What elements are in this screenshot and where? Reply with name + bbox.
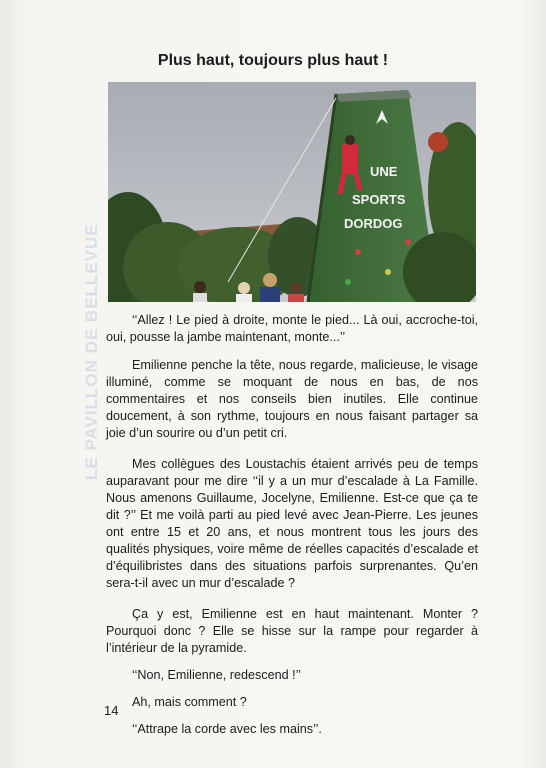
page-number: 14 (104, 703, 119, 718)
body-text (106, 312, 478, 738)
paragraph: Emilienne penche la tête, nous regarde, malicieuse, le visage illuminé, comme se moquant de nous en bas, de nos commentaires et nos conseils bien inutiles. Elle continue doucement, à son rythme, toujours en nous faisant partager sa joie d’un sourire ou d’un petit cri. (106, 358, 478, 440)
photo-illustration (108, 82, 476, 302)
sign-line-1: UNE (370, 164, 398, 179)
sign-line-2: SPORTS (352, 192, 406, 207)
side-watermark-text: LE PAVILLON DE BELLEVUE (82, 223, 101, 480)
paragraph: Mes collègues des Loustachis étaient arrivés peu de temps auparavant pour me dire ‘‘il y a un mur d’escalade à La Famille. Nous amenons Guillaume, Jocelyne, Emilienne. Est-ce que ça te dit ?’’ Et me voilà parti au pied levé avec Jean-Pierre. Les jeunes ont entre 15 et 20 ans, et nous montrent tous les jours des qualités physiques, voire même de réelles capacités d’escalade et d’équilibristes dans des situations parfois surprenantes. Qu’en sera-t-il avec un mur d’escalade ? (106, 457, 478, 590)
paragraph: ‘‘Allez ! Le pied à droite, monte le pied... Là oui, accroche-toi, oui, pousse la jambe maintenant, monte...’’ (106, 313, 478, 344)
paragraph: ‘‘Attrape la corde avec les mains’’. (132, 722, 322, 736)
climbing-wall-photo (108, 82, 476, 302)
paragraph: ‘‘Non, Emilienne, redescend !’’ (132, 668, 301, 682)
sign-line-3: DORDOG (344, 216, 403, 231)
page-title: Plus haut, toujours plus haut ! (157, 52, 389, 69)
paragraph: Ça y est, Emilienne est en haut maintenant. Monter ? Pourquoi donc ? Elle se hisse sur la rampe pour regarder à l’intérieur de la pyramide. (106, 607, 478, 655)
paragraph: Ah, mais comment ? (132, 695, 247, 709)
climber (342, 144, 358, 174)
